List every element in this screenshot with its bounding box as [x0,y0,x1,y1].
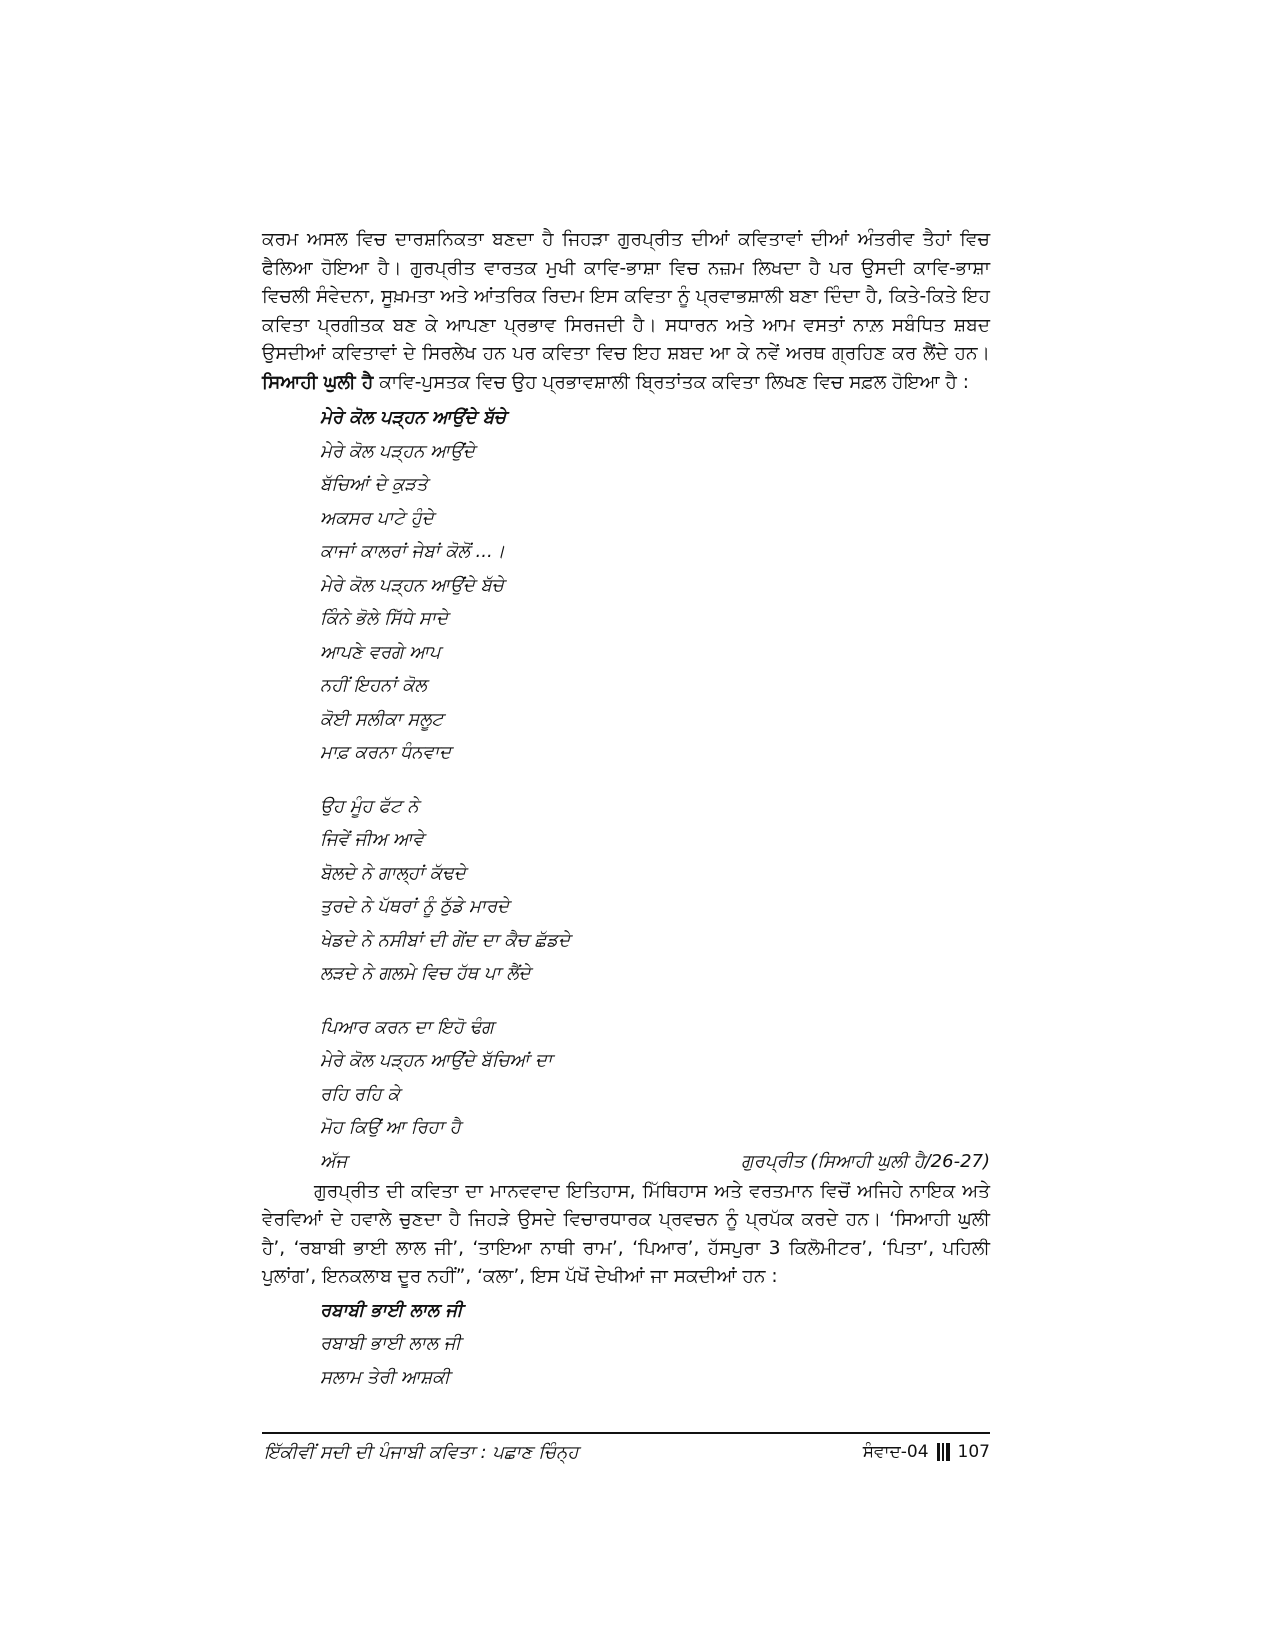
poem-line: ਆਪਣੇ ਵਰਗੇ ਆਪ [320,641,441,663]
running-footer-title: ਇੱਕੀਵੀਂ ਸਦੀ ਦੀ ਪੰਜਾਬੀ ਕਵਿਤਾ : ਪਛਾਣ ਚਿੰਨ੍ਹ [264,1442,579,1463]
book-title-bold: ਸਿਆਹੀ ਘੁਲੀ ਹੈ [262,371,374,393]
poem-line: ਬੋਲਦੇ ਨੇ ਗਾਲ੍ਹਾਂ ਕੱਢਦੇ [320,862,466,884]
page-number: 107 [957,1442,990,1462]
poem-attribution: ਗੁਰਪ੍ਰੀਤ (ਸਿਆਹੀ ਘੁਲੀ ਹੈ/26-27) [741,1150,990,1172]
poem-2 [320,1294,990,1395]
page-content [262,226,990,1394]
poem-line: ਰਹਿ ਰਹਿ ਕੇ [320,1083,400,1105]
poem-line: ਮੇਰੇ ਕੋਲ ਪੜ੍ਹਨ ਆਉਂਦੇ ਬੱਚੇ [320,574,504,596]
poem-line: ਖੇਡਦੇ ਨੇ ਨਸੀਬਾਂ ਦੀ ਗੇਂਦ ਦਾ ਕੈਚ ਛੱਡਦੇ [320,929,570,951]
poem-line: ਉਹ ਮੂੰਹ ਫੱਟ ਨੇ [320,795,419,817]
poem-1 [320,401,990,1145]
poem-line: ਨਹੀਂ ਇਹਨਾਂ ਕੋਲ [320,675,427,696]
poem-line: ਸਲਾਮ ਤੇਰੀ ਆਸ਼ਕੀ [320,1366,450,1388]
separator-bars-icon [937,1443,950,1461]
poem-line: ਕਿੰਨੇ ਭੋਲੇ ਸਿੱਧੇ ਸਾਦੇ [320,608,448,629]
poem-2-title: ਰਬਾਬੀ ਭਾਈ ਲਾਲ ਜੀ [320,1299,463,1321]
poem-line: ਪਿਆਰ ਕਰਨ ਦਾ ਇਹੋ ਢੰਗ [320,1016,494,1038]
running-footer-right [863,1442,990,1462]
footer-divider [262,1432,990,1434]
poem-line: ਜਿਵੇਂ ਜੀਅ ਆਵੇ [320,829,424,850]
poem-line: ਕਾਜਾਂ ਕਾਲਰਾਂ ਜੇਬਾਂ ਕੋਲੋਂ ...। [320,541,505,562]
poem-line: ਮੋਹ ਕਿਉਂ ਆ ਰਿਹਾ ਹੈ [320,1117,461,1138]
poem-line: ਅੱਜ [320,1150,348,1172]
journal-name: ਸੰਵਾਦ-04 [862,1442,929,1462]
paragraph-1-text-end: ਕਾਵਿ-ਪੁਸਤਕ ਵਿਚ ਉਹ ਪ੍ਰਭਾਵਸ਼ਾਲੀ ਬ੍ਰਿਤਾਂਤਕ ਕਵਿਤਾ ਲਿਖਣ ਵਿਚ ਸਫ਼ਲ ਹੋਇਆ ਹੈ : [379,371,970,393]
paragraph-1 [262,226,990,397]
poem-line: ਬੱਚਿਆਂ ਦੇ ਕੁੜਤੇ [320,474,428,495]
poem-line: ਕੋਈ ਸਲੀਕਾ ਸਲੂਟ [320,708,444,730]
stanza-gap [320,991,990,1011]
poem-line: ਤੁਰਦੇ ਨੇ ਪੱਥਰਾਂ ਨੂੰ ਠੁੱਡੇ ਮਾਰਦੇ [320,896,510,917]
stanza-gap [320,770,990,790]
poem-line: ਲੜਦੇ ਨੇ ਗਲਮੇ ਵਿਚ ਹੱਥ ਪਾ ਲੈਂਦੇ [320,963,531,984]
poem-line: ਮੇਰੇ ਕੋਲ ਪੜ੍ਹਨ ਆਉਂਦੇ ਬੱਚਿਆਂ ਦਾ [320,1050,553,1071]
poem-line: ਰਬਾਬੀ ਭਾਈ ਲਾਲ ਜੀ [320,1333,461,1354]
poem-1-title: ਮੇਰੇ ਕੋਲ ਪੜ੍ਹਨ ਆਉਂਦੇ ਬੱਚੇ [320,407,507,428]
poem-line: ਮਾਫ਼ ਕਰਨਾ ਧੰਨਵਾਦ [320,742,451,763]
poem-line: ਮੇਰੇ ਕੋਲ ਪੜ੍ਹਨ ਆਉਂਦੇ [320,440,475,462]
poem-line: ਅਕਸਰ ਪਾਟੇ ਹੁੰਦੇ [320,507,434,529]
paragraph-2: ਗੁਰਪ੍ਰੀਤ ਦੀ ਕਵਿਤਾ ਦਾ ਮਾਨਵਵਾਦ ਇਤਿਹਾਸ, ਮਿੱਥਿਹਾਸ ਅਤੇ ਵਰਤਮਾਨ ਵਿਚੋਂ ਅਜਿਹੇ ਨਾਇਕ ਅਤੇ ਵੇਰਵਿਆਂ ਦੇ ਹਵਾਲੇ ਚੁਣਦਾ ਹੈ ਜਿਹੜੇ ਉਸਦੇ ਵਿਚਾਰਧਾਰਕ ਪ੍ਰਵਚਨ ਨੂੰ ਪ੍ਰਪੱਕ ਕਰਦੇ ਹਨ। ‘ਸਿਆਹੀ ਘੁਲੀ ਹੈ’, ‘ਰਬਾਬੀ ਭਾਈ ਲਾਲ ਜੀ’, ‘ਤਾਇਆ ਨਾਥੀ ਰਾਮ’, ‘ਪਿਆਰ’, ਹੱਸਪੁਰਾ 3 ਕਿਲੋਮੀਟਰ’, ‘ਪਿਤਾ’, ਪਹਿਲੀ ਪੁਲਾਂਗ’, ਇਨਕਲਾਬ ਦੂਰ ਨਹੀਂ”, ‘ਕਲਾ’, ਇਸ ਪੱਖੋਂ ਦੇਖੀਆਂ ਜਾ ਸਕਦੀਆਂ ਹਨ : [262,1180,990,1287]
paragraph-1-text: ਕਰਮ ਅਸਲ ਵਿਚ ਦਾਰਸ਼ਨਿਕਤਾ ਬਣਦਾ ਹੈ ਜਿਹੜਾ ਗੁਰਪ੍ਰੀਤ ਦੀਆਂ ਕਵਿਤਾਵਾਂ ਦੀਆਂ ਅੰਤਰੀਵ ਤੈਹਾਂ ਵਿਚ ਫੈਲਿਆ ਹੋਇਆ ਹੈ। ਗੁਰਪ੍ਰੀਤ ਵਾਰਤਕ ਮੁਖੀ ਕਾਵਿ-ਭਾਸ਼ਾ ਵਿਚ ਨਜ਼ਮ ਲਿਖਦਾ ਹੈ ਪਰ ਉਸਦੀ ਕਾਵਿ-ਭਾਸ਼ਾ ਵਿਚਲੀ ਸੰਵੇਦਨਾ, ਸੂਖ਼ਮਤਾ ਅਤੇ ਆਂਤਰਿਕ ਰਿਦਮ ਇਸ ਕਵਿਤਾ ਨੂੰ ਪ੍ਰਵਾਭਸ਼ਾਲੀ ਬਣਾ ਦਿੰਦਾ ਹੈ, ਕਿਤੇ-ਕਿਤੇ ਇਹ ਕਵਿਤਾ ਪ੍ਰਗੀਤਕ ਬਣ ਕੇ ਆਪਣਾ ਪ੍ਰਭਾਵ ਸਿਰਜਦੀ ਹੈ। ਸਧਾਰਨ ਅਤੇ ਆਮ ਵਸਤਾਂ ਨਾਲ਼ ਸਬੰਧਿਤ ਸ਼ਬਦ ਉਸਦੀਆਂ ਕਵਿਤਾਵਾਂ ਦੇ ਸਿਰਲੇਖ ਹਨ ਪਰ ਕਵਿਤਾ ਵਿਚ ਇਹ ਸ਼ਬਦ ਆ ਕੇ ਨਵੇਂ ਅਰਥ ਗ੍ਰਹਿਣ ਕਰ ਲੈਂਦੇ ਹਨ। [262,229,990,364]
poem-1-closing-row [320,1145,990,1178]
